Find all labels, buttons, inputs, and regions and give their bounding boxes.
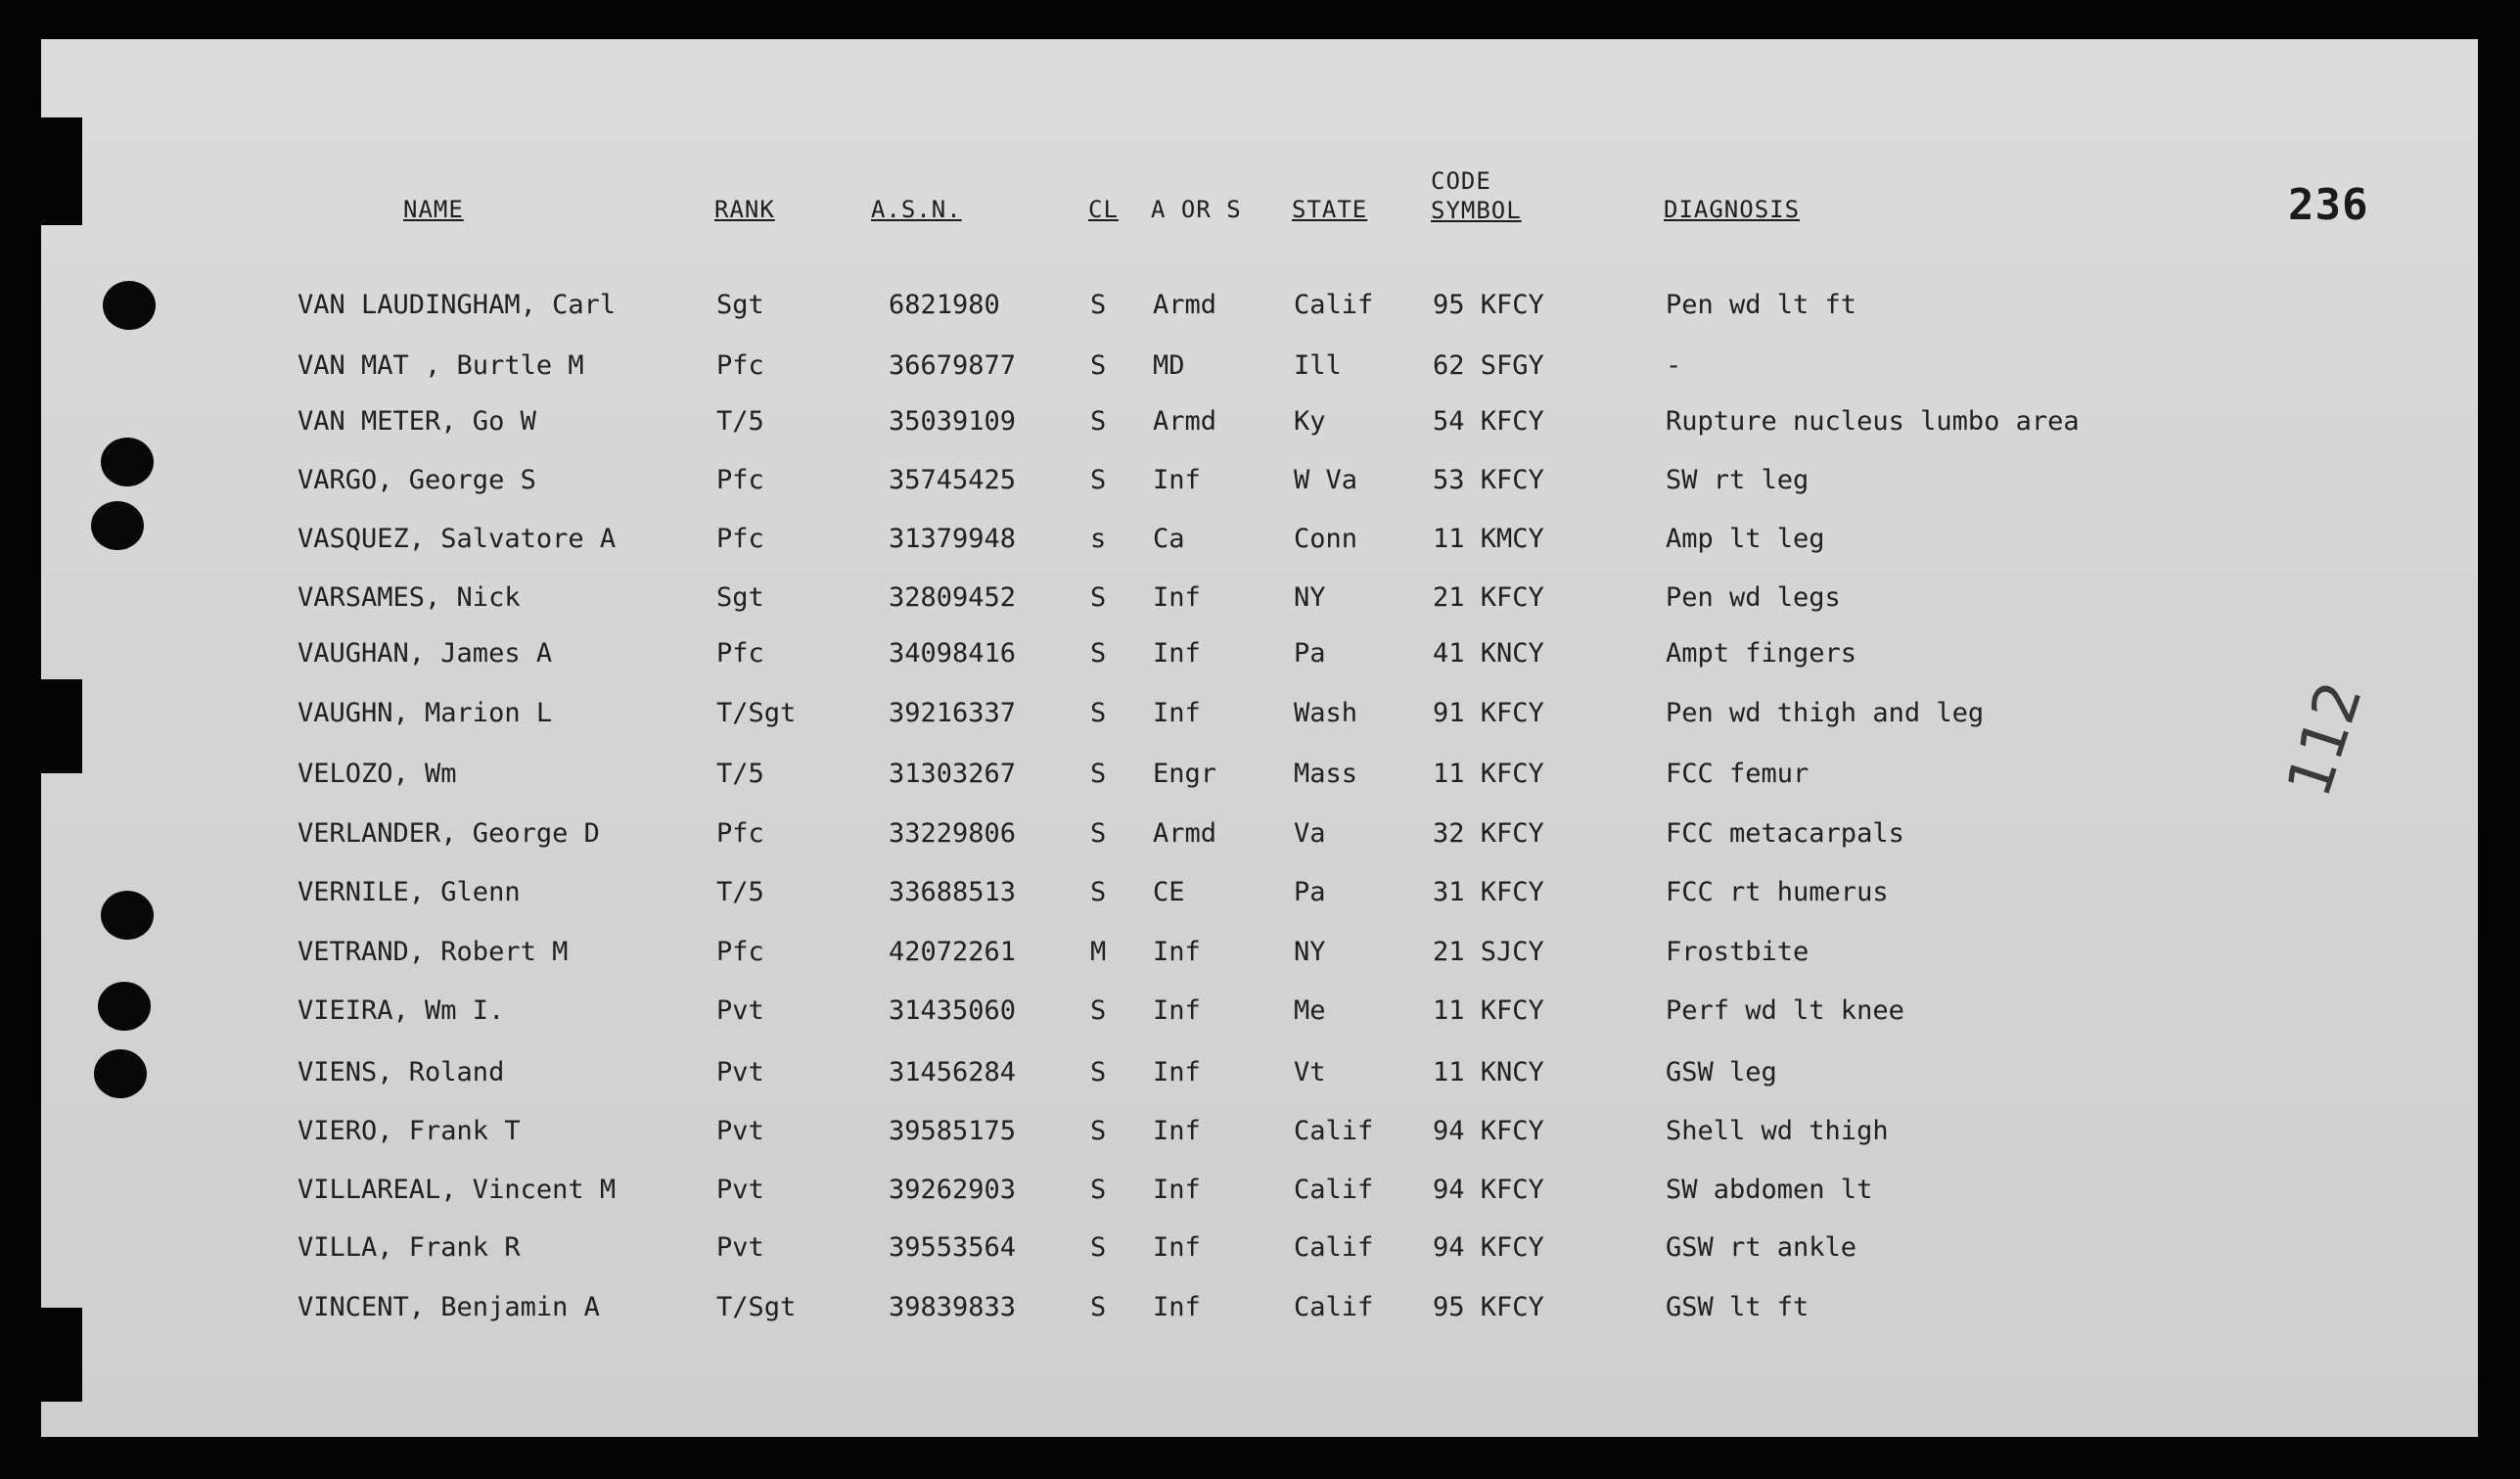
cell-asn: 31456284: [889, 1057, 1017, 1087]
cell-state: Ill: [1294, 350, 1342, 381]
cell-cl: S: [1090, 1116, 1107, 1146]
document-sheet: [41, 39, 2478, 1437]
punch-hole: [101, 891, 154, 940]
cell-cl: S: [1090, 406, 1107, 437]
cell-a-or-s: Inf: [1153, 638, 1201, 669]
cell-diagnosis: Shell wd thigh: [1666, 1116, 1889, 1146]
cell-rank: Pfc: [716, 524, 764, 554]
cell-code: 11 KFCY: [1433, 759, 1544, 789]
cell-diagnosis: GSW leg: [1666, 1057, 1777, 1087]
punch-hole: [101, 438, 154, 486]
cell-diagnosis: Frostbite: [1666, 937, 1810, 967]
header-state: STATE: [1292, 196, 1368, 223]
cell-diagnosis: GSW rt ankle: [1666, 1232, 1857, 1263]
header-code-bottom: SYMBOL: [1431, 197, 1522, 224]
cell-code: 94 KFCY: [1433, 1175, 1544, 1205]
cell-a-or-s: Engr: [1153, 759, 1217, 789]
page-number: 236: [2288, 180, 2369, 230]
cell-asn: 35039109: [889, 406, 1017, 437]
cell-cl: S: [1090, 818, 1107, 849]
cell-state: Vt: [1294, 1057, 1326, 1087]
cell-rank: Pvt: [716, 1232, 764, 1263]
cell-asn: 39585175: [889, 1116, 1017, 1146]
cell-state: Me: [1294, 995, 1326, 1026]
cell-name: VARGO, George S: [298, 465, 536, 495]
cell-cl: S: [1090, 582, 1107, 613]
cell-a-or-s: CE: [1153, 877, 1185, 907]
cell-name: VIERO, Frank T: [298, 1116, 521, 1146]
cell-rank: Pvt: [716, 1116, 764, 1146]
punch-hole: [103, 281, 156, 330]
cell-rank: Sgt: [716, 290, 764, 320]
cell-diagnosis: FCC rt humerus: [1666, 877, 1889, 907]
cell-code: 91 KFCY: [1433, 698, 1544, 728]
punch-hole: [91, 501, 144, 550]
cell-a-or-s: Inf: [1153, 1057, 1201, 1087]
cell-asn: 39553564: [889, 1232, 1017, 1263]
cell-asn: 31303267: [889, 759, 1017, 789]
cell-rank: T/5: [716, 406, 764, 437]
cell-a-or-s: Inf: [1153, 937, 1201, 967]
cell-state: Va: [1294, 818, 1326, 849]
cell-name: VASQUEZ, Salvatore A: [298, 524, 617, 554]
cell-cl: S: [1090, 638, 1107, 669]
cell-rank: Pfc: [716, 818, 764, 849]
cell-cl: S: [1090, 698, 1107, 728]
cell-state: NY: [1294, 937, 1326, 967]
cell-state: Ky: [1294, 406, 1326, 437]
cell-state: Pa: [1294, 638, 1326, 669]
cell-diagnosis: Pen wd lt ft: [1666, 290, 1857, 320]
cell-rank: T/5: [716, 759, 764, 789]
cell-code: 54 KFCY: [1433, 406, 1544, 437]
cell-a-or-s: Inf: [1153, 582, 1201, 613]
cell-diagnosis: Rupture nucleus lumbo area: [1666, 406, 2080, 437]
cell-cl: S: [1090, 877, 1107, 907]
cell-cl: S: [1090, 290, 1107, 320]
cell-code: 11 KNCY: [1433, 1057, 1544, 1087]
cell-cl: s: [1090, 524, 1107, 554]
cell-name: VAN METER, Go W: [298, 406, 536, 437]
cell-state: Calif: [1294, 1232, 1374, 1263]
header-a-or-s: A OR S: [1151, 196, 1242, 223]
cell-name: VILLA, Frank R: [298, 1232, 521, 1263]
margin-note: 112: [2272, 672, 2376, 806]
cell-asn: 33229806: [889, 818, 1017, 849]
cell-a-or-s: Inf: [1153, 995, 1201, 1026]
cell-name: VAN LAUDINGHAM, Carl: [298, 290, 617, 320]
cell-a-or-s: Inf: [1153, 1116, 1201, 1146]
cell-code: 11 KMCY: [1433, 524, 1544, 554]
cell-code: 32 KFCY: [1433, 818, 1544, 849]
cell-a-or-s: Armd: [1153, 406, 1217, 437]
cell-code: 21 SJCY: [1433, 937, 1544, 967]
cell-asn: 32809452: [889, 582, 1017, 613]
cell-code: 94 KFCY: [1433, 1116, 1544, 1146]
header-rank: RANK: [714, 196, 775, 223]
cell-name: VERLANDER, George D: [298, 818, 600, 849]
cell-name: VINCENT, Benjamin A: [298, 1292, 600, 1322]
cell-state: Pa: [1294, 877, 1326, 907]
cell-name: VIENS, Roland: [298, 1057, 505, 1087]
header-code-top: CODE: [1431, 167, 1491, 195]
cell-rank: Pfc: [716, 937, 764, 967]
cell-asn: 39262903: [889, 1175, 1017, 1205]
cell-rank: T/5: [716, 877, 764, 907]
cell-name: VILLAREAL, Vincent M: [298, 1175, 617, 1205]
cell-code: 95 KFCY: [1433, 1292, 1544, 1322]
cell-name: VERNILE, Glenn: [298, 877, 521, 907]
cell-cl: S: [1090, 1057, 1107, 1087]
cell-code: 21 KFCY: [1433, 582, 1544, 613]
cell-asn: 33688513: [889, 877, 1017, 907]
cell-asn: 34098416: [889, 638, 1017, 669]
cell-a-or-s: Armd: [1153, 290, 1217, 320]
cell-cl: S: [1090, 350, 1107, 381]
cell-rank: T/Sgt: [716, 698, 797, 728]
cell-state: Calif: [1294, 290, 1374, 320]
cell-asn: 35745425: [889, 465, 1017, 495]
cell-code: 41 KNCY: [1433, 638, 1544, 669]
cell-a-or-s: MD: [1153, 350, 1185, 381]
cell-a-or-s: Armd: [1153, 818, 1217, 849]
cell-state: Calif: [1294, 1175, 1374, 1205]
cell-cl: M: [1090, 937, 1107, 967]
cell-rank: Pfc: [716, 465, 764, 495]
cell-name: VIEIRA, Wm I.: [298, 995, 505, 1026]
cell-diagnosis: FCC metacarpals: [1666, 818, 1904, 849]
cell-a-or-s: Inf: [1153, 465, 1201, 495]
cell-cl: S: [1090, 995, 1107, 1026]
cell-name: VAUGHAN, James A: [298, 638, 553, 669]
header-cl: CL: [1088, 196, 1119, 223]
cell-diagnosis: Perf wd lt knee: [1666, 995, 1904, 1026]
cell-cl: S: [1090, 1292, 1107, 1322]
cell-diagnosis: -: [1666, 350, 1682, 381]
cell-rank: T/Sgt: [716, 1292, 797, 1322]
cell-rank: Pvt: [716, 995, 764, 1026]
cell-state: Conn: [1294, 524, 1358, 554]
cell-diagnosis: Pen wd legs: [1666, 582, 1841, 613]
cell-diagnosis: GSW lt ft: [1666, 1292, 1810, 1322]
cell-a-or-s: Inf: [1153, 1292, 1201, 1322]
cell-a-or-s: Inf: [1153, 1175, 1201, 1205]
cell-name: VARSAMES, Nick: [298, 582, 521, 613]
cell-cl: S: [1090, 465, 1107, 495]
binder-tab: [41, 679, 82, 773]
cell-rank: Pfc: [716, 350, 764, 381]
cell-code: 94 KFCY: [1433, 1232, 1544, 1263]
cell-cl: S: [1090, 759, 1107, 789]
binder-tab: [41, 1308, 82, 1402]
binder-tab: [41, 117, 82, 225]
cell-code: 95 KFCY: [1433, 290, 1544, 320]
header-asn: A.S.N.: [871, 196, 962, 223]
cell-asn: 6821980: [889, 290, 1000, 320]
cell-a-or-s: Ca: [1153, 524, 1185, 554]
header-name: NAME: [403, 196, 464, 223]
cell-state: Calif: [1294, 1292, 1374, 1322]
header-code-symbol: [1431, 166, 1522, 225]
cell-rank: Pvt: [716, 1175, 764, 1205]
cell-cl: S: [1090, 1175, 1107, 1205]
cell-rank: Pvt: [716, 1057, 764, 1087]
cell-state: Mass: [1294, 759, 1358, 789]
cell-asn: 39216337: [889, 698, 1017, 728]
header-diagnosis: DIAGNOSIS: [1664, 196, 1801, 223]
cell-code: 62 SFGY: [1433, 350, 1544, 381]
punch-hole: [94, 1049, 147, 1098]
cell-state: NY: [1294, 582, 1326, 613]
cell-a-or-s: Inf: [1153, 698, 1201, 728]
cell-code: 53 KFCY: [1433, 465, 1544, 495]
cell-code: 31 KFCY: [1433, 877, 1544, 907]
cell-diagnosis: FCC femur: [1666, 759, 1810, 789]
cell-name: VAN MAT , Burtle M: [298, 350, 584, 381]
cell-name: VELOZO, Wm: [298, 759, 457, 789]
cell-diagnosis: SW abdomen lt: [1666, 1175, 1873, 1205]
cell-diagnosis: Pen wd thigh and leg: [1666, 698, 1985, 728]
cell-rank: Sgt: [716, 582, 764, 613]
cell-asn: 42072261: [889, 937, 1017, 967]
cell-a-or-s: Inf: [1153, 1232, 1201, 1263]
cell-rank: Pfc: [716, 638, 764, 669]
cell-state: W Va: [1294, 465, 1358, 495]
cell-asn: 36679877: [889, 350, 1017, 381]
cell-name: VETRAND, Robert M: [298, 937, 569, 967]
cell-name: VAUGHN, Marion L: [298, 698, 553, 728]
cell-diagnosis: Ampt fingers: [1666, 638, 1857, 669]
punch-hole: [98, 982, 151, 1031]
cell-state: Calif: [1294, 1116, 1374, 1146]
cell-asn: 39839833: [889, 1292, 1017, 1322]
cell-asn: 31379948: [889, 524, 1017, 554]
cell-cl: S: [1090, 1232, 1107, 1263]
cell-state: Wash: [1294, 698, 1358, 728]
cell-diagnosis: SW rt leg: [1666, 465, 1810, 495]
cell-code: 11 KFCY: [1433, 995, 1544, 1026]
cell-asn: 31435060: [889, 995, 1017, 1026]
cell-diagnosis: Amp lt leg: [1666, 524, 1825, 554]
